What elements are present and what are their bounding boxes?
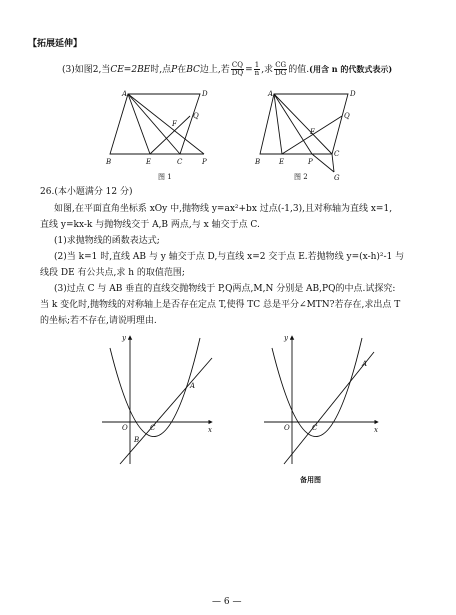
fraction-1-n: $\frac{1}{n}$ — [254, 61, 260, 77]
fraction-cg-dg: $\frac{CG}{DG}$ — [275, 61, 287, 77]
fig2-label-a: A — [268, 90, 274, 98]
graph2-point-c: C — [312, 424, 318, 432]
graph1-point-b: B — [134, 436, 140, 444]
coordinate-graph-1 — [100, 330, 230, 470]
graph1-axis-x: x — [208, 426, 212, 434]
section-title: 【拓展延伸】 — [28, 39, 83, 49]
question-26-header: 26.(本小题满分 12 分) — [40, 187, 133, 197]
page-number: — 6 — — [212, 597, 242, 607]
fig2-label-g: G — [334, 174, 340, 182]
fig1-label-c: C — [177, 158, 183, 166]
part3-text: 的值. — [288, 65, 310, 75]
question-26-part-3-end: 的坐标;若不存在,请说明理由. — [40, 316, 157, 326]
question-26-part-3: (3)过点 C 与 AB 垂直的直线交抛物线于 P,Q两点,M,N 分别是 AB,PQ的中点.试探究: — [54, 284, 396, 294]
graph2-point-a: A — [362, 360, 368, 368]
geometry-figure-2 — [252, 86, 362, 182]
spare-graph-caption: 备用图 — [300, 475, 321, 484]
part3-point: P — [171, 65, 178, 75]
geometry-figure-1 — [100, 86, 230, 182]
fig1-label-b: B — [106, 158, 112, 166]
fig1-caption: 图 1 — [158, 173, 172, 181]
fig2-label-q: Q — [344, 112, 350, 120]
part3-text: (3)如图2,当 — [62, 65, 111, 75]
part3-text: 时,点 — [150, 65, 172, 75]
question-26-line-2: 直线 y=kx-k 与抛物线交于 A,B 两点,与 x 轴交于点 C. — [40, 220, 260, 230]
part3-text: 在 — [177, 65, 187, 75]
question-26-part-3-cont: 当 k 变化时,抛物线的对称轴上是否存在定点 T,使得 TC 总是平分∠MTN?若存在,求出点 T — [40, 300, 401, 310]
question-26-part-2-cont: 线段 DE 有公共点,求 h 的取值范围; — [40, 268, 185, 278]
equals-sign: = — [245, 65, 253, 75]
part3-condition: CE=2BE — [110, 65, 151, 75]
part3-question — [62, 62, 392, 77]
graph2-origin: O — [284, 424, 290, 432]
fig1-label-q: Q — [193, 112, 199, 120]
graph2-axis-y: y — [284, 334, 288, 342]
fig2-label-c: C — [334, 150, 340, 158]
fig2-caption: 图 2 — [294, 173, 308, 181]
part3-text: ,求 — [261, 65, 274, 75]
graph1-point-c: C — [150, 424, 156, 432]
fig2-label-d: D — [350, 90, 356, 98]
fig2-label-p: P — [308, 158, 313, 166]
fig2-label-e: E — [279, 158, 285, 166]
part3-hint: (用含 n 的代数式表示) — [309, 64, 393, 74]
fig2-label-b: B — [255, 158, 261, 166]
fig1-label-e: E — [146, 158, 152, 166]
coordinate-graph-2 — [262, 330, 392, 490]
question-26-line-1: 如图,在平面直角坐标系 xOy 中,抛物线 y=ax²+bx 过点(-1,3),且对称轴为直线 x=1, — [54, 204, 393, 214]
graph2-axis-x: x — [374, 426, 378, 434]
part3-segment: BC — [186, 65, 200, 75]
fig1-label-f: F — [172, 120, 177, 128]
fig1-label-p: P — [202, 158, 207, 166]
question-26-part-1: (1)求抛物线的函数表达式; — [54, 236, 160, 246]
part3-text: 边上,若 — [199, 65, 230, 75]
graph1-axis-y: y — [122, 334, 126, 342]
fig2-label-f: F — [310, 128, 315, 136]
question-26-part-2: (2)当 k=1 时,直线 AB 与 y 轴交于点 D,与直线 x=2 交于点 E.若抛物线 y=(x-h)²-1 与 — [54, 252, 405, 262]
fig1-label-d: D — [202, 90, 208, 98]
graph1-origin: O — [122, 424, 128, 432]
graph1-point-a: A — [190, 382, 196, 390]
fraction-cq-dq: $\frac{CQ}{DQ}$ — [231, 61, 244, 77]
fig1-label-a: A — [122, 90, 128, 98]
